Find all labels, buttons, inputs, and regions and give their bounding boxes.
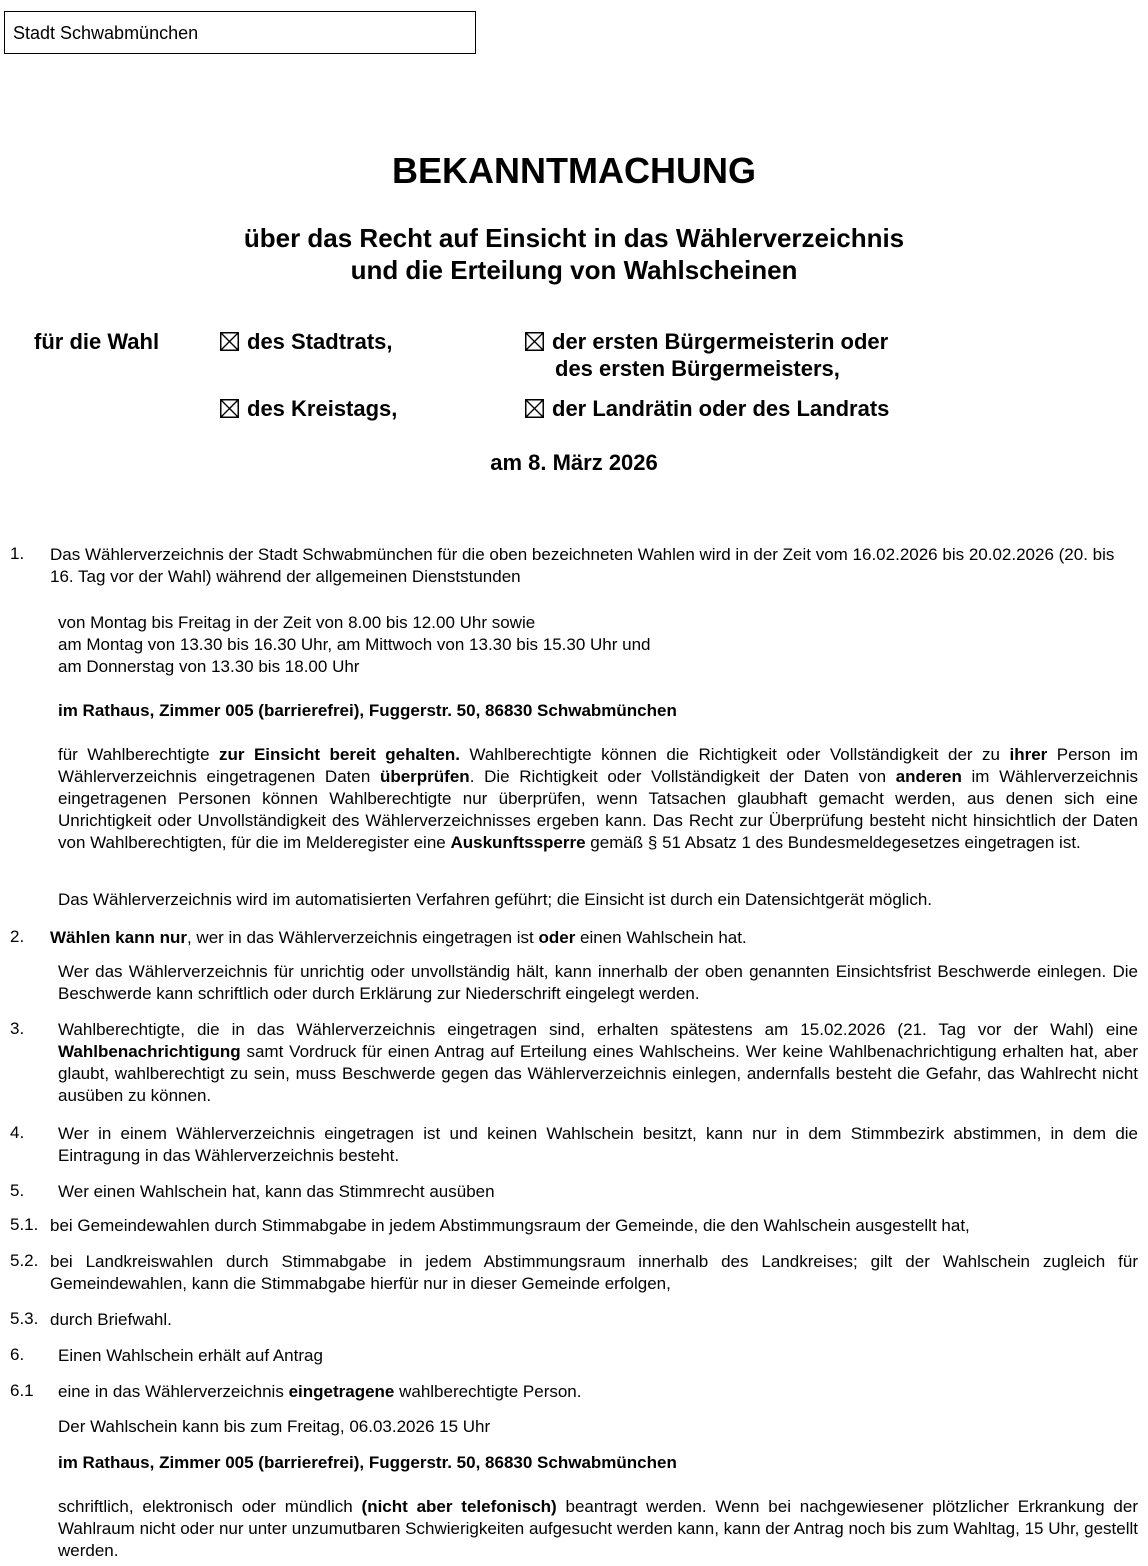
text-run-bold: Wählen kann nur — [50, 928, 187, 947]
text-run-bold: oder — [538, 928, 576, 947]
section-2-paragraph: Wer das Wählerverzeichnis für unrichtig oder unvollständig hält, kann innerhalb der oben genannten Einsichtsfrist Beschwerde einlegen. Die Beschwerde kann schriftlich oder durch Erklärung zur Niederschrift eingelegt werden. — [58, 962, 1138, 1003]
text-run: einen Wahlschein hat. — [575, 928, 747, 947]
text-run-bold: Wahlbenachrichtigung — [58, 1042, 241, 1061]
election-label: für die Wahl — [34, 329, 160, 354]
section-5-number: 5. — [10, 1181, 25, 1200]
text-run: Wahlberechtigte, die in das Wählerverzeichnis eingetragen sind, erhalten spätestens am 15.02.2026 (21. Tag vor der Wahl) eine — [58, 1020, 1138, 1039]
section-6-number: 6. — [10, 1345, 25, 1364]
section-5-text: Wer einen Wahlschein hat, kann das Stimmrecht ausüben — [58, 1182, 495, 1201]
text-run: im Wählerverzeichnis eingetragenen Personen können Wahlberechtigte nur überprüfen, wenn Tatsachen glaubhaft gemacht werden, aus denen sich eine Unrichtigkeit oder Unvollständigkeit des Wählerverzeichnisses ergeben kann. Das Recht zur Überprüfung besteht nicht hinsichtlich der Daten von Wahlberechtigten, für die im Melderegister eine — [58, 767, 1139, 852]
subtitle-line-2: und die Erteilung von Wahlscheinen — [350, 255, 798, 285]
text-run-bold: anderen — [895, 767, 962, 786]
section-1-location: im Rathaus, Zimmer 005 (barrierefrei), Fuggerstr. 50, 86830 Schwabmünchen — [58, 701, 677, 720]
section-6-location: im Rathaus, Zimmer 005 (barrierefrei), Fuggerstr. 50, 86830 Schwabmünchen — [58, 1453, 677, 1472]
section-1-number: 1. — [10, 544, 25, 563]
text-run: beantragt werden. Wenn bei nachgewiesener plötzlicher Erkrankung der Wahlraum nicht oder nur unter unzumutbaren Schwierigkeiten aufgesucht werden kann, kann der Antrag noch bis zum Wahltag, 15 Uhr, gestellt werden. — [58, 1497, 1139, 1560]
section-6-1-number: 6.1 — [10, 1381, 34, 1400]
section-1-paragraph — [58, 744, 1138, 854]
municipality-header: Stadt Schwabmünchen — [4, 11, 476, 54]
text-run-bold: ihrer — [1009, 745, 1048, 764]
section-4-number: 4. — [10, 1123, 25, 1142]
option-landrat — [525, 396, 889, 422]
section-6-text: Einen Wahlschein erhält auf Antrag — [58, 1346, 323, 1365]
section-5-3-text: durch Briefwahl. — [50, 1310, 172, 1329]
section-1-intro: Das Wählerverzeichnis der Stadt Schwabmünchen für die oben bezeichneten Wahlen wird in der Zeit vom 16.02.2026 bis 20.02.2026 (20. bis 16. Tag vor der Wahl) während der allgemeinen Dienststunden — [50, 545, 1115, 586]
text-run: schriftlich, elektronisch oder mündlich — [58, 1497, 362, 1516]
text-run: Wahlberechtigte können die Richtigkeit oder Vollständigkeit der zu — [459, 745, 1010, 764]
option-kreistag-label: des Kreistags, — [247, 396, 398, 421]
section-6-paragraph — [58, 1496, 1138, 1562]
option-buergermeister — [525, 329, 888, 355]
checked-box-icon — [220, 399, 239, 418]
section-6-deadline: Der Wahlschein kann bis zum Freitag, 06.03.2026 15 Uhr — [58, 1417, 491, 1436]
text-run: samt Vordruck für einen Antrag auf Erteilung eines Wahlscheins. Wer keine Wahlbenachrichtigung erhalten hat, aber glaubt, wahlberechtigt zu sein, muss Beschwerde gegen das Wählerverzeichnis einlegen, andernfalls besteht die Gefahr, das Wahlrecht nicht ausüben zu können. — [58, 1042, 1138, 1105]
section-5-2-number: 5.2. — [10, 1251, 39, 1270]
option-stadtrat — [220, 329, 393, 355]
section-5-1-text: bei Gemeindewahlen durch Stimmabgabe in jedem Abstimmungsraum der Gemeinde, die den Wahlschein ausgestellt hat, — [50, 1216, 970, 1235]
section-3-paragraph — [58, 1019, 1138, 1107]
subtitle-line-1: über das Recht auf Einsicht in das Wählerverzeichnis — [243, 223, 905, 253]
text-run: wahlberechtigte Person. — [394, 1382, 582, 1401]
checked-box-icon — [525, 399, 544, 418]
election-date: am 8. März 2026 — [490, 450, 658, 475]
checked-box-icon — [220, 332, 239, 351]
section-4-paragraph: Wer in einem Wählerverzeichnis eingetragen ist und keinen Wahlschein besitzt, kann nur in dem Stimmbezirk abstimmen, in dem die Eintragung in das Wählerverzeichnis besteht. — [58, 1124, 1138, 1165]
text-run: gemäß § 51 Absatz 1 des Bundesmeldegesetzes eingetragen ist. — [585, 833, 1081, 852]
section-5-3-number: 5.3. — [10, 1309, 39, 1328]
text-run: für Wahlberechtigte — [58, 745, 219, 764]
hours-line-3: am Donnerstag von 13.30 bis 18.00 Uhr — [58, 657, 360, 676]
text-run: , wer in das Wählerverzeichnis eingetragen ist — [186, 928, 539, 947]
option-stadtrat-label: des Stadtrats, — [247, 329, 393, 354]
section-2-number: 2. — [10, 927, 25, 946]
option-kreistag — [220, 396, 397, 422]
section-5-2-text: bei Landkreiswahlen durch Stimmabgabe in jedem Abstimmungsraum innerhalb des Landkreises; gilt der Wahlschein zugleich für Gemeindewahlen, kann die Stimmabgabe hierfür nur in dieser Gemeinde erfolgen, — [50, 1252, 1138, 1293]
option-buergermeister-label-2: des ersten Bürgermeisters, — [555, 356, 840, 381]
page-title: BEKANNTMACHUNG — [392, 150, 756, 191]
section-5-1-number: 5.1. — [10, 1215, 39, 1234]
section-3-number: 3. — [10, 1019, 25, 1038]
text-run: eine in das Wählerverzeichnis — [58, 1382, 289, 1401]
section-6-1-text — [58, 1381, 581, 1403]
section-1-automated: Das Wählerverzeichnis wird im automatisierten Verfahren geführt; die Einsicht ist durch ein Datensichtgerät möglich. — [58, 890, 933, 909]
text-run-bold: Auskunftssperre — [450, 833, 586, 852]
option-buergermeister-label: der ersten Bürgermeisterin oder — [552, 329, 889, 354]
text-run: Person im Wählerverzeichnis eingetragenen Daten — [58, 745, 1138, 786]
text-run-bold: zur Einsicht bereit gehalten. — [218, 745, 460, 764]
text-run-bold: (nicht aber telefonisch) — [361, 1497, 557, 1516]
text-run-bold: eingetragene — [288, 1382, 395, 1401]
checked-box-icon — [525, 332, 544, 351]
option-landrat-label: der Landrätin oder des Landrats — [552, 396, 890, 421]
text-run-bold: überprüfen — [379, 767, 470, 786]
hours-line-1: von Montag bis Freitag in der Zeit von 8.00 bis 12.00 Uhr sowie — [58, 613, 536, 632]
hours-line-2: am Montag von 13.30 bis 16.30 Uhr, am Mittwoch von 13.30 bis 15.30 Uhr und — [58, 635, 651, 654]
section-2-lead — [50, 927, 1140, 949]
text-run: . Die Richtigkeit oder Vollständigkeit der Daten von — [469, 767, 896, 786]
